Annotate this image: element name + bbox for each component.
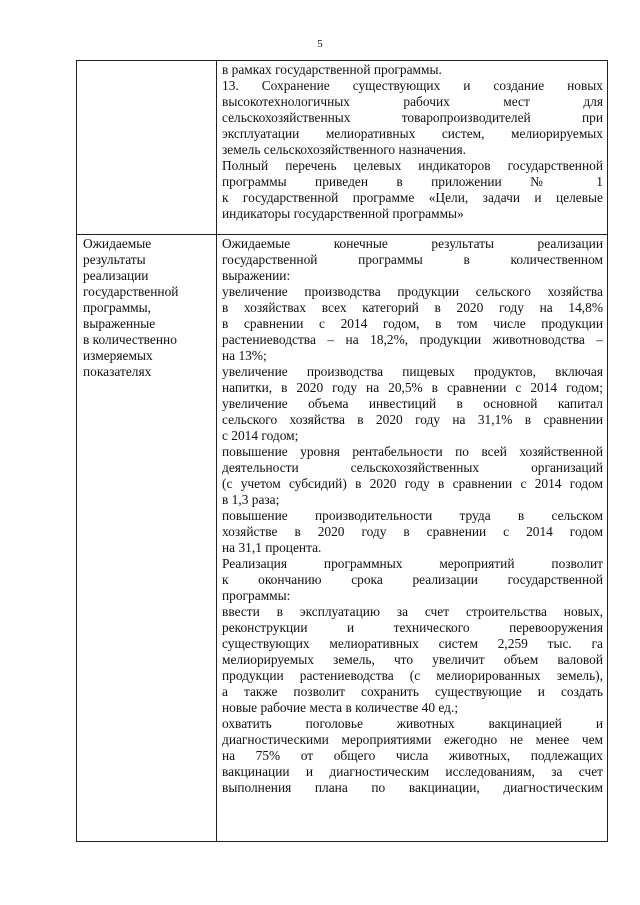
text-line: программы: bbox=[222, 588, 291, 603]
table-row-expected-results bbox=[77, 235, 608, 842]
text-line: повышение производительности труда в сельском bbox=[222, 508, 603, 523]
text-line: охватить поголовье животных вакцинацией и bbox=[222, 716, 603, 731]
label-line: реализации bbox=[83, 268, 149, 283]
label-line: Ожидаемые bbox=[83, 236, 152, 251]
text-line: индикаторы государственной программы» bbox=[222, 206, 464, 221]
label-line: результаты bbox=[83, 252, 146, 267]
label-line: выраженные bbox=[83, 316, 156, 331]
text-line: хозяйстве в 2020 году в сравнении с 2014 годом bbox=[222, 524, 603, 539]
text-line: Ожидаемые конечные результаты реализации bbox=[222, 236, 603, 251]
text-line: Полный перечень целевых индикаторов государственной bbox=[222, 158, 603, 173]
text-line: (с учетом субсидий) в 2020 году в сравнении с 2014 годом bbox=[222, 476, 603, 491]
text-line: в 1,3 раза; bbox=[222, 492, 280, 507]
text-line: а также позволит сохранить существующие и создать bbox=[222, 684, 603, 699]
document-table bbox=[76, 60, 608, 842]
text-line: реконструкции и технического перевооружения bbox=[222, 620, 603, 635]
text-line: деятельности сельскохозяйственных организаций bbox=[222, 460, 603, 475]
text-line: существующих мелиоративных систем 2,259 тыс. га bbox=[222, 636, 603, 651]
text-line: с 2014 годом; bbox=[222, 428, 299, 443]
empty-label-cell bbox=[77, 61, 217, 235]
text-line: к государственной программе «Цели, задачи и целевые bbox=[222, 190, 603, 205]
text-line: в рамках государственной программы. bbox=[222, 62, 442, 77]
indicators-cell bbox=[217, 61, 608, 235]
text-line: земель сельскохозяйственного назначения. bbox=[222, 142, 466, 157]
label-line: программы, bbox=[83, 300, 151, 315]
text-line: выражении: bbox=[222, 268, 291, 283]
text-line: выполнения плана по вакцинации, диагностическим bbox=[222, 780, 603, 795]
label-line: государственной bbox=[83, 284, 179, 299]
text-line: сельского хозяйства в 2020 году на 31,1% в сравнении bbox=[222, 412, 603, 427]
expected-results-label-cell bbox=[77, 235, 217, 842]
text-line: увеличение объема инвестиций в основной капитал bbox=[222, 396, 603, 411]
text-line: мелиорируемых земель, что увеличит объем валовой bbox=[222, 652, 603, 667]
text-line: на 31,1 процента. bbox=[222, 540, 322, 555]
text-line: высокотехнологичных рабочих мест для bbox=[222, 94, 603, 109]
text-line: к окончанию срока реализации государственной bbox=[222, 572, 603, 587]
text-line: 13. Сохранение существующих и создание новых bbox=[222, 78, 603, 93]
text-line: в сравнении с 2014 годом, в том числе продукции bbox=[222, 316, 603, 331]
text-line: сельскохозяйственных товаропроизводителей при bbox=[222, 110, 603, 125]
text-line: продукции растениеводства (с мелиорированных земель), bbox=[222, 668, 603, 683]
label-line: измеряемых bbox=[83, 348, 153, 363]
text-line: повышение уровня рентабельности по всей хозяйственной bbox=[222, 444, 603, 459]
text-line: растениеводства – на 18,2%, продукции животноводства – bbox=[222, 332, 603, 347]
page-number: 5 bbox=[317, 38, 323, 50]
text-line: государственной программы в количественном bbox=[222, 252, 603, 267]
text-line: вакцинации и диагностическим исследованиям, за счет bbox=[222, 764, 603, 779]
label-line: в количественно bbox=[83, 332, 177, 347]
text-line: эксплуатации мелиоративных систем, мелиорируемых bbox=[222, 126, 603, 141]
label-line: показателях bbox=[83, 364, 152, 379]
text-line: новые рабочие места в количестве 40 ед.; bbox=[222, 700, 459, 715]
text-line: увеличение производства пищевых продуктов, включая bbox=[222, 364, 603, 379]
text-line: в хозяйствах всех категорий в 2020 году на 14,8% bbox=[222, 300, 603, 315]
text-line: напитки, в 2020 году на 20,5% в сравнении с 2014 годом; bbox=[222, 380, 603, 395]
text-line: ввести в эксплуатацию за счет строительства новых, bbox=[222, 604, 603, 619]
expected-results-text-cell bbox=[217, 235, 608, 842]
text-line: программы приведен в приложении № 1 bbox=[222, 174, 603, 189]
text-line: увеличение производства продукции сельского хозяйства bbox=[222, 284, 603, 299]
text-line: Реализация программных мероприятий позволит bbox=[222, 556, 603, 571]
text-line: диагностическими мероприятиями ежегодно не менее чем bbox=[222, 732, 603, 747]
text-line: на 13%; bbox=[222, 348, 267, 363]
table-row-continuation bbox=[77, 61, 608, 235]
text-line: на 75% от общего числа животных, подлежащих bbox=[222, 748, 603, 763]
